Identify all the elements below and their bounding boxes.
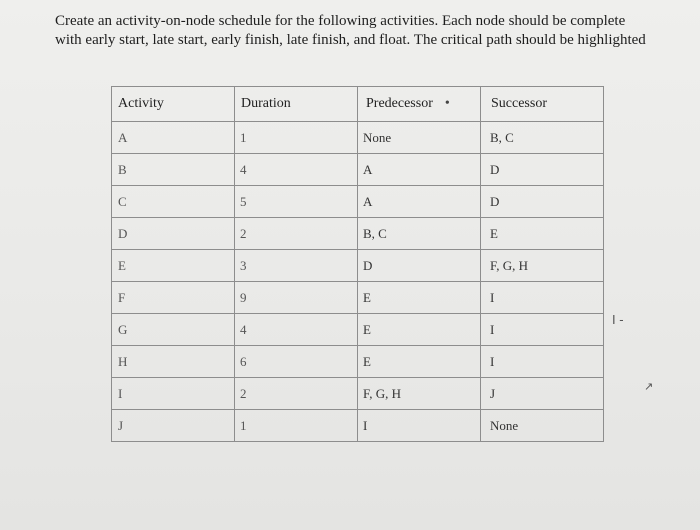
- predecessor-cell: B, C: [358, 218, 481, 250]
- successor-cell: B, C: [481, 122, 604, 154]
- successor-cell: I: [481, 282, 604, 314]
- activity-cell: I: [112, 378, 235, 410]
- table-row: [112, 314, 604, 346]
- predecessor-cell: None: [358, 122, 481, 154]
- duration-cell: 5: [235, 186, 358, 218]
- activity-cell: G: [112, 314, 235, 346]
- successor-cell: D: [481, 186, 604, 218]
- activity-cell: F: [112, 282, 235, 314]
- table-row: [112, 378, 604, 410]
- successor-cell: F, G, H: [481, 250, 604, 282]
- assignment-prompt: Create an activity-on-node schedule for the following activities. Each node should be complete with early start, late start, early finish, late finish, and float. The critical path should be highlighted: [55, 13, 646, 48]
- activity-cell: C: [112, 186, 235, 218]
- successor-cell: J: [481, 378, 604, 410]
- header-activity: Activity: [112, 87, 235, 122]
- successor-cell: None: [481, 410, 604, 442]
- margin-arrow-mark: ↗: [644, 381, 654, 393]
- header-successor: Successor: [481, 87, 604, 122]
- stray-dot-mark: •: [444, 96, 450, 111]
- margin-mark: I -: [612, 312, 624, 327]
- table-row: [112, 122, 604, 154]
- successor-cell: D: [481, 154, 604, 186]
- header-predecessor-label: Predecessor: [366, 96, 433, 111]
- predecessor-cell: D: [358, 250, 481, 282]
- predecessor-cell: E: [358, 346, 481, 378]
- table-row: [112, 186, 604, 218]
- table-row: [112, 410, 604, 442]
- successor-cell: I: [481, 314, 604, 346]
- duration-cell: 1: [235, 410, 358, 442]
- duration-cell: 2: [235, 218, 358, 250]
- duration-cell: 3: [235, 250, 358, 282]
- activity-cell: J: [112, 410, 235, 442]
- header-predecessor: [358, 87, 481, 122]
- table-row: [112, 218, 604, 250]
- predecessor-cell: I: [358, 410, 481, 442]
- header-duration: Duration: [235, 87, 358, 122]
- activity-cell: D: [112, 218, 235, 250]
- table-row: [112, 250, 604, 282]
- activity-table: [111, 86, 604, 442]
- table-row: [112, 154, 604, 186]
- activity-cell: H: [112, 346, 235, 378]
- table-body: [112, 122, 604, 442]
- predecessor-cell: F, G, H: [358, 378, 481, 410]
- successor-cell: I: [481, 346, 604, 378]
- table-row: [112, 346, 604, 378]
- predecessor-cell: E: [358, 282, 481, 314]
- duration-cell: 9: [235, 282, 358, 314]
- duration-cell: 4: [235, 154, 358, 186]
- predecessor-cell: A: [358, 154, 481, 186]
- table-header-row: [112, 87, 604, 122]
- activity-cell: E: [112, 250, 235, 282]
- duration-cell: 4: [235, 314, 358, 346]
- duration-cell: 1: [235, 122, 358, 154]
- predecessor-cell: A: [358, 186, 481, 218]
- activity-cell: A: [112, 122, 235, 154]
- successor-cell: E: [481, 218, 604, 250]
- duration-cell: 2: [235, 378, 358, 410]
- predecessor-cell: E: [358, 314, 481, 346]
- duration-cell: 6: [235, 346, 358, 378]
- table-row: [112, 282, 604, 314]
- activity-cell: B: [112, 154, 235, 186]
